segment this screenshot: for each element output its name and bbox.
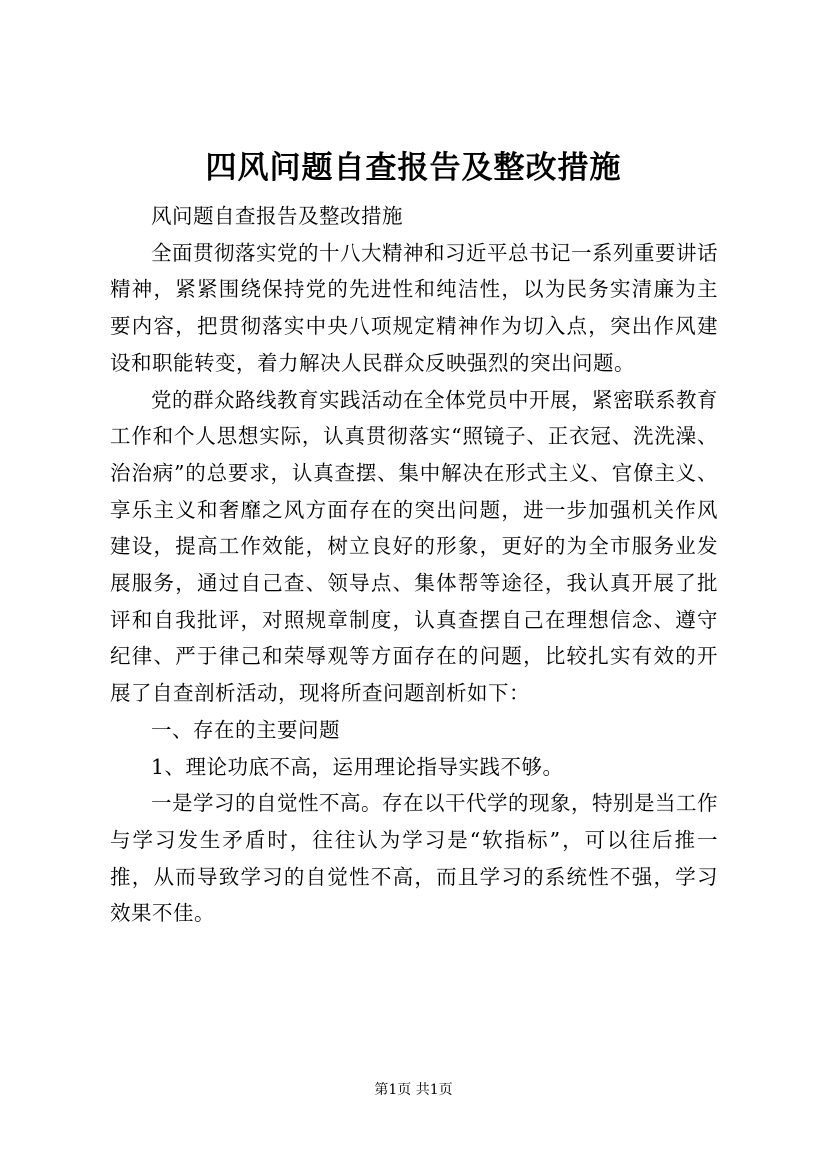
document-title: 四风问题自查报告及整改措施 xyxy=(205,150,622,186)
section-heading-main-problems: 一、存在的主要问题 xyxy=(151,717,340,742)
paragraph-subtitle: 风问题自查报告及整改措施 xyxy=(151,204,403,228)
paragraph-intro: 全面贯彻落实党的十八大精神和习近平总书记一系列重要讲话精神，紧紧围绕保持党的先进性和纯洁性，以为民务实清廉为主要内容，把贯彻落实中央八项规定精神作为切入点，突出作风建设和职能转变，着力解决人民群众反映强烈的突出问题。 xyxy=(110,240,718,375)
subsection-heading-theory: 1、理论功底不高，运用理论指导实践不够。 xyxy=(151,754,564,779)
document-body xyxy=(110,198,718,932)
paragraph-study-awareness: 一是学习的自觉性不高。存在以干代学的现象，特别是当工作与学习发生矛盾时，往往认为学习是“软指标”，可以往后推一推，从而导致学习的自觉性不高，而且学习的系统性不强，学习效果不佳。 xyxy=(110,791,718,926)
page-footer: 第1页 共1页 xyxy=(374,1082,453,1098)
paragraph-activity: 党的群众路线教育实践活动在全体党员中开展，紧密联系教育工作和个人思想实际，认真贯彻落实“照镜子、正衣冠、洗洗澡、治治病”的总要求，认真查摆、集中解决在形式主义、官僚主义、享乐主义和奢靡之风方面存在的突出问题，进一步加强机关作风建设，提高工作效能，树立良好的形象，更好的为全市服务业发展服务，通过自己查、领导点、集体帮等途径，我认真开展了批评和自我批评，对照规章制度，认真查摆自己在理想信念、遵守纪律、严于律己和荣辱观等方面存在的问题，比较扎实有效的开展了自查剖析活动，现将所查问题剖析如下： xyxy=(110,387,718,706)
